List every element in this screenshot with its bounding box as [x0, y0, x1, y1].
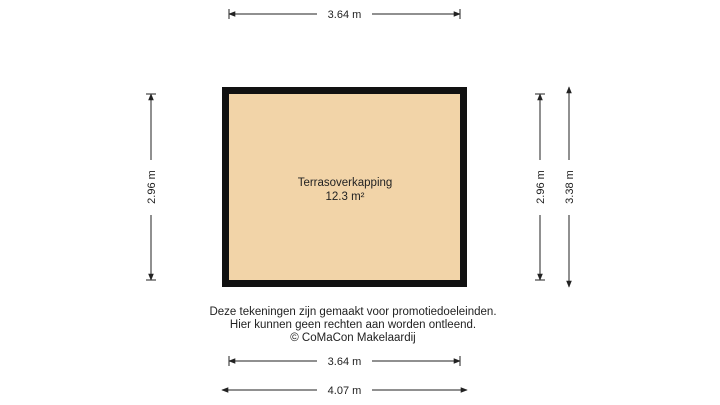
- disclaimer-line-2: Hier kunnen geen rechten aan worden ontleend.: [229, 319, 477, 331]
- dimension-right-inner-label: 2.96 m: [535, 170, 547, 204]
- room-name: Terrasoverkapping: [297, 177, 393, 189]
- disclaimer-line-3: © CoMaCon Makelaardij: [290, 332, 416, 344]
- dimension-top-width: [229, 9, 460, 21]
- disclaimer-line-1: Deze tekeningen zijn gemaakt voor promotiedoeleinden.: [209, 306, 497, 318]
- dimension-right-inner-height: [535, 94, 547, 280]
- dimension-bottom-outer-width: [222, 385, 467, 397]
- dimension-right-outer-height: [564, 87, 576, 287]
- dimension-top-label: 3.64 m: [327, 9, 362, 21]
- dimension-right-outer-label: 3.38 m: [564, 170, 576, 204]
- disclaimer: [209, 306, 496, 344]
- dimension-left-height: [146, 94, 158, 280]
- room-terrasoverkapping: [222, 87, 467, 287]
- room-area: 12.3 m²: [325, 191, 365, 203]
- dimension-bottom-outer-label: 4.07 m: [327, 385, 362, 397]
- dimension-bottom-inner-width: [229, 356, 460, 368]
- dimension-left-label: 2.96 m: [146, 170, 158, 204]
- dimension-bottom-inner-label: 3.64 m: [327, 356, 362, 368]
